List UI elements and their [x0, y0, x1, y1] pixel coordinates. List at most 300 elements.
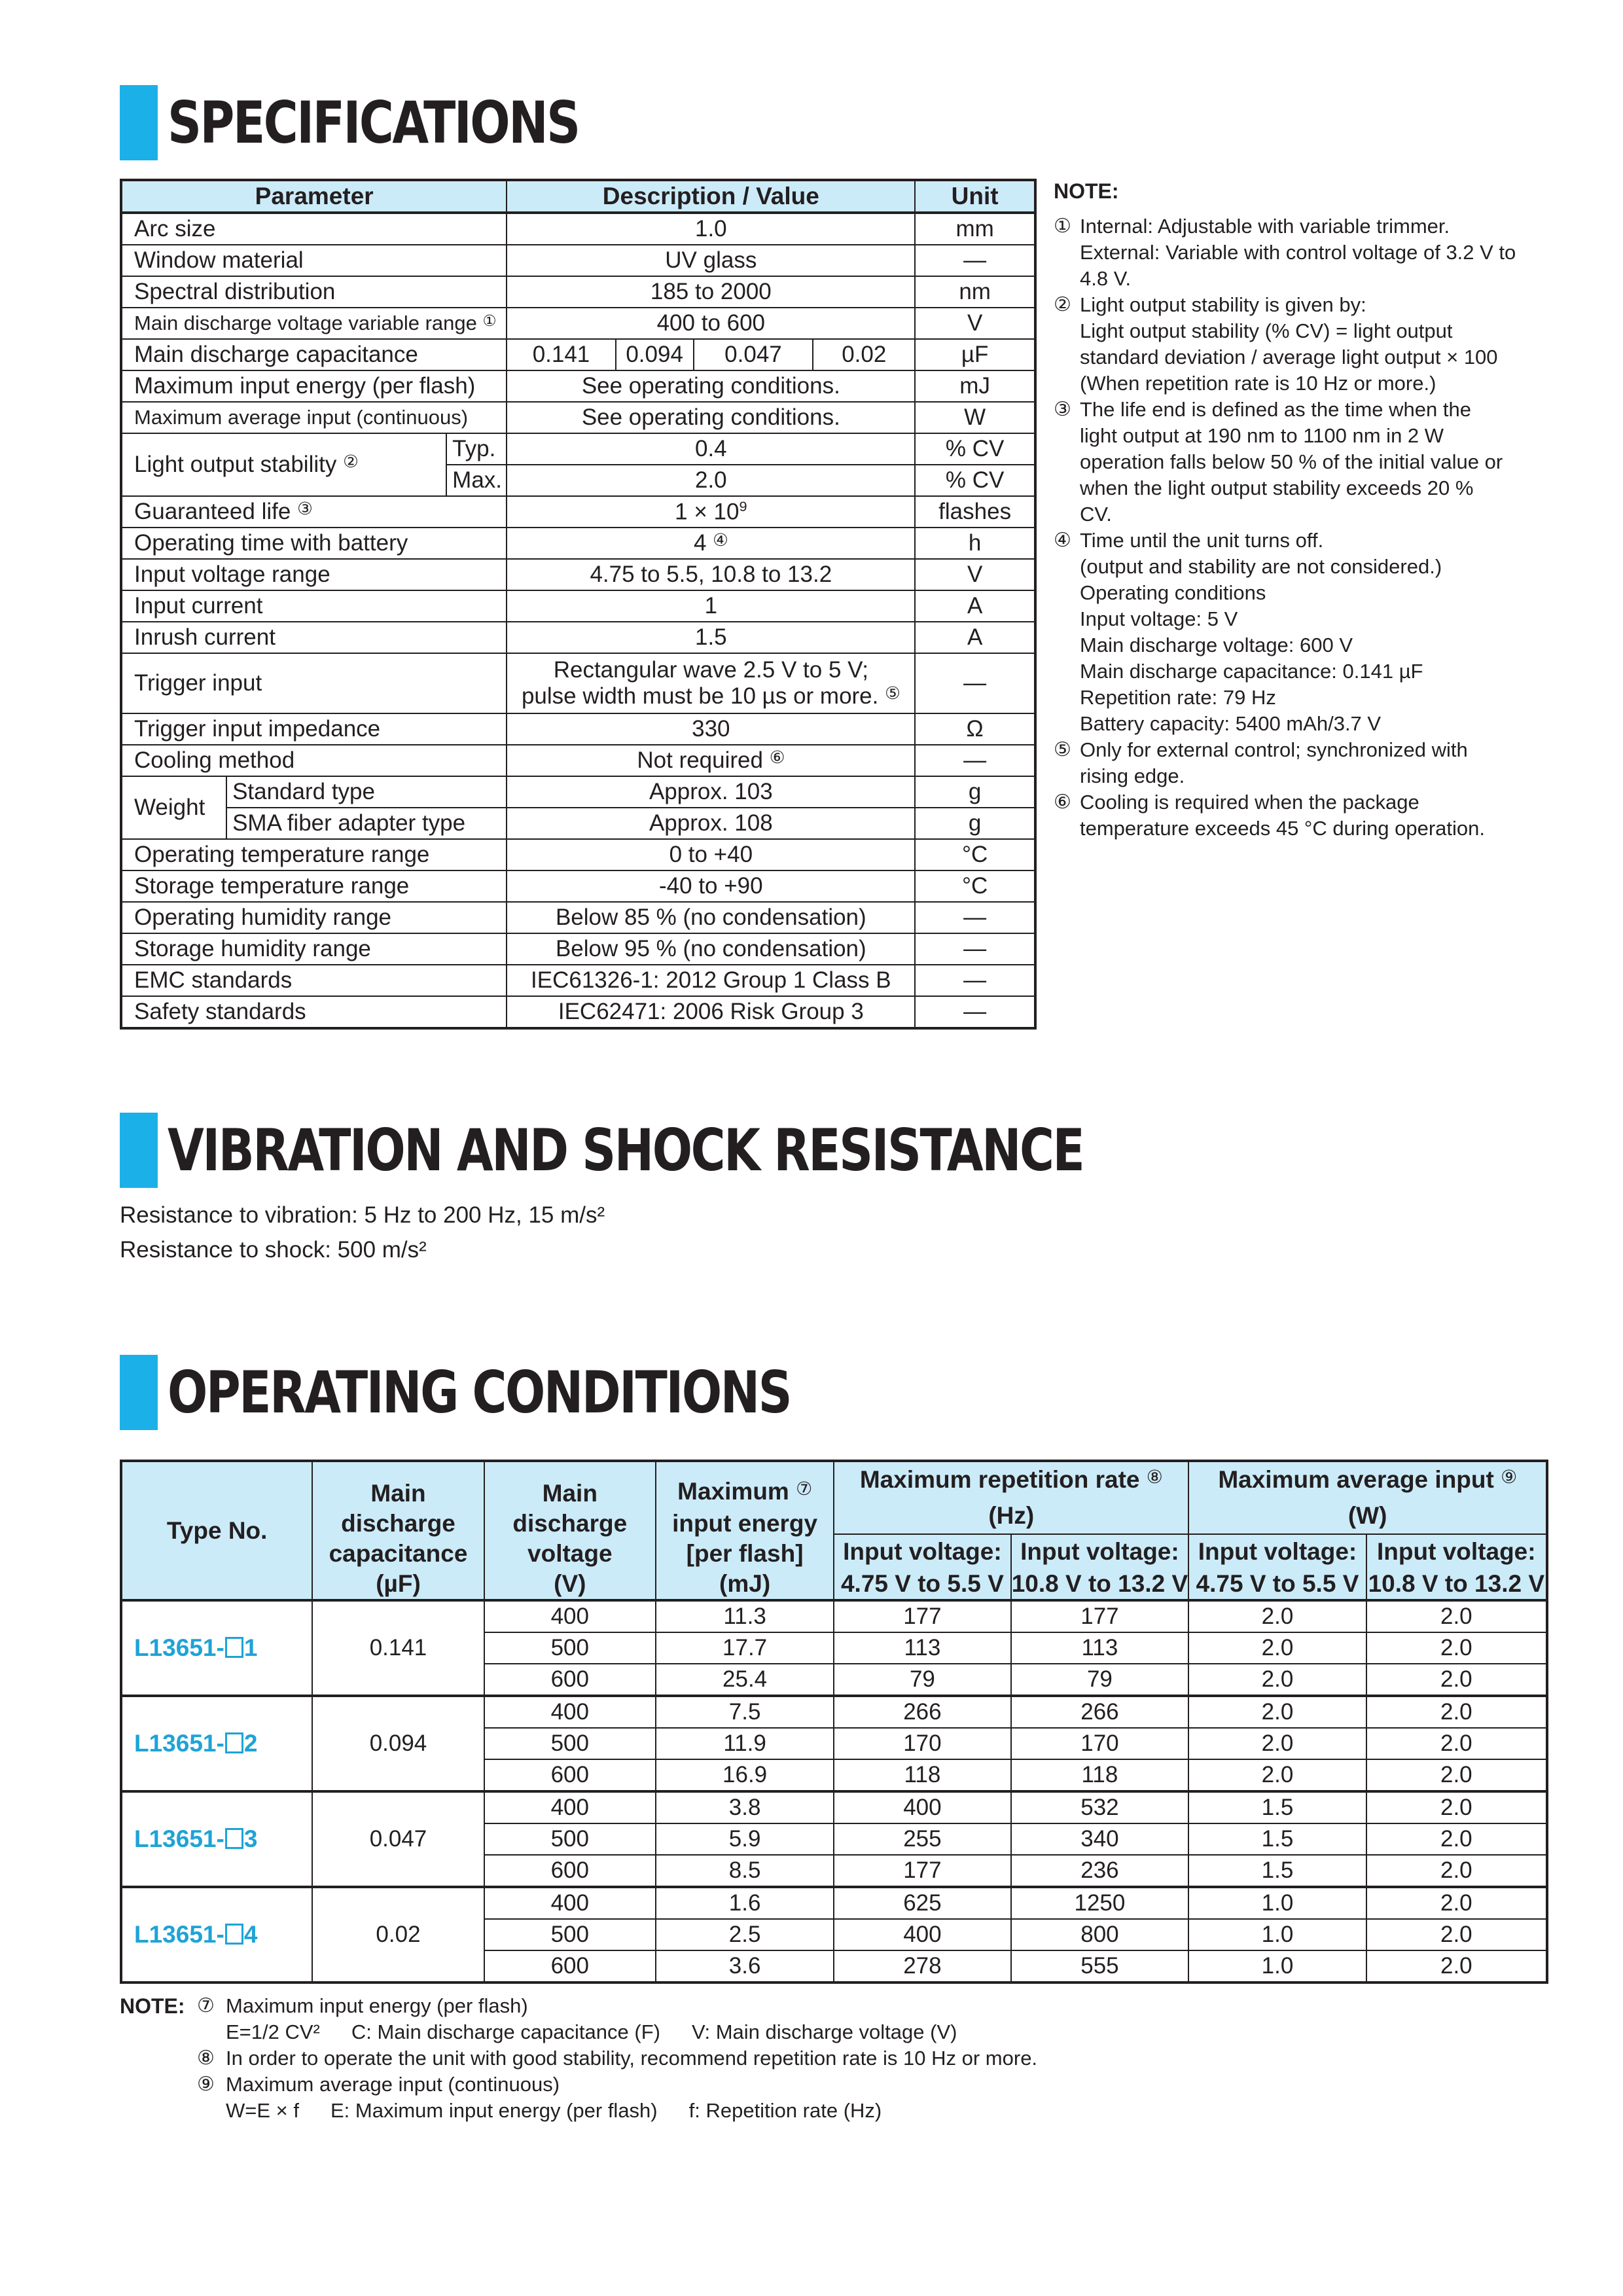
- value-cell-a1: 1.5: [1188, 1823, 1366, 1855]
- value-cell: [507, 496, 915, 528]
- notes-list: [1054, 213, 1551, 842]
- capacitance-cell: 0.094: [312, 1696, 484, 1791]
- note-line: Main discharge capacitance: 0.141 µF: [1080, 660, 1423, 683]
- note-item: [1054, 213, 1551, 292]
- value-cell-e: 11.9: [656, 1728, 834, 1759]
- value-cell-e: 3.8: [656, 1791, 834, 1823]
- param-cell: Storage temperature range: [121, 870, 507, 902]
- unit-cell: A: [915, 622, 1035, 653]
- value-cell-e: 3.6: [656, 1950, 834, 1982]
- header-line: discharge: [341, 1510, 455, 1537]
- table-row: [121, 1600, 1547, 1632]
- unit-cell: g: [915, 776, 1035, 808]
- note-line: light output at 190 nm to 1100 nm in 2 W: [1080, 424, 1444, 447]
- value-cell-a1: 1.5: [1188, 1855, 1366, 1887]
- note-number: ⑥: [1054, 791, 1071, 813]
- value-cell: Below 95 % (no condensation): [507, 933, 915, 965]
- note-line: temperature exceeds 45 °C during operation.: [1080, 817, 1485, 840]
- param-cell: Trigger input: [121, 653, 507, 713]
- value-cell-a2: 2.0: [1366, 1632, 1547, 1664]
- value-cell: 2.0: [507, 465, 915, 496]
- type-number: [121, 1696, 312, 1791]
- value-cell: 1: [507, 590, 915, 622]
- value-cell-a1: 2.0: [1188, 1728, 1366, 1759]
- note-ref: ②: [343, 452, 359, 472]
- param-cell: Maximum average input (continuous): [121, 402, 507, 433]
- param-label: Guaranteed life: [134, 498, 291, 524]
- param-cell: EMC standards: [121, 965, 507, 996]
- note-number: ⑦: [197, 1995, 215, 2017]
- value-cell: 0.094: [616, 339, 694, 370]
- table-row: [121, 965, 1035, 996]
- value-cell-r2: 800: [1011, 1919, 1189, 1950]
- note-line: Light output stability is given by:: [1080, 293, 1366, 316]
- header-text: Maximum repetition rate: [859, 1465, 1140, 1493]
- table-header-row: [121, 1569, 1547, 1600]
- note-text: Maximum average input (continuous): [226, 2073, 560, 2096]
- value-cell-a2: 2.0: [1366, 1855, 1547, 1887]
- header-line: Main: [542, 1480, 597, 1507]
- value-cell-v: 500: [484, 1728, 656, 1759]
- value-cell: [507, 653, 915, 713]
- value-cell-v: 500: [484, 1632, 656, 1664]
- sub-param-cell: Typ.: [446, 433, 507, 465]
- repetition-unit: (Hz): [834, 1499, 1188, 1534]
- value-cell-r2: 340: [1011, 1823, 1189, 1855]
- note-line: Operating conditions: [1080, 581, 1266, 604]
- value-cell: IEC61326-1: 2012 Group 1 Class B: [507, 965, 915, 996]
- type-number: [121, 1600, 312, 1696]
- capacitance-cell: 0.02: [312, 1887, 484, 1982]
- param-cell: Input voltage range: [121, 559, 507, 590]
- note-item: [1054, 528, 1551, 737]
- type-prefix: L13651-: [134, 1729, 224, 1757]
- column-header-repetition: [834, 1461, 1188, 1499]
- value-cell: 4.75 to 5.5, 10.8 to 13.2: [507, 559, 915, 590]
- unit-cell: mm: [915, 213, 1035, 245]
- value-cell: IEC62471: 2006 Risk Group 3: [507, 996, 915, 1028]
- placeholder-box-icon: [225, 1828, 243, 1849]
- note-line: rising edge.: [1080, 764, 1185, 787]
- value-text: Not required: [637, 747, 763, 773]
- table-row: [121, 808, 1035, 839]
- note-line: The life end is defined as the time when the: [1080, 398, 1471, 421]
- value-cell: 0.4: [507, 433, 915, 465]
- note-number: ④: [1054, 529, 1071, 551]
- type-prefix: L13651-: [134, 1920, 224, 1948]
- note-line: Input voltage: 5 V: [1080, 607, 1238, 630]
- value-cell-a2: 2.0: [1366, 1823, 1547, 1855]
- value-cell-a1: 1.0: [1188, 1950, 1366, 1982]
- value-cell-v: 600: [484, 1664, 656, 1696]
- value-cell-a2: 2.0: [1366, 1887, 1547, 1919]
- note-line: (output and stability are not considered.): [1080, 555, 1442, 578]
- value-cell: UV glass: [507, 245, 915, 276]
- capacitance-unit: (µF): [312, 1569, 484, 1600]
- unit-cell: —: [915, 996, 1035, 1028]
- type-suffix: 2: [243, 1729, 258, 1757]
- value-cell-r2: 113: [1011, 1632, 1189, 1664]
- note-item: [1054, 789, 1551, 842]
- note-line: Time until the unit turns off.: [1080, 529, 1324, 552]
- value-cell-r2: 170: [1011, 1728, 1189, 1759]
- table-row: [121, 559, 1035, 590]
- value-cell-a1: 2.0: [1188, 1600, 1366, 1632]
- note-row: [120, 2072, 1037, 2098]
- type-suffix: 3: [243, 1825, 258, 1852]
- input-voltage-range: 10.8 V to 13.2 V: [1366, 1569, 1547, 1600]
- value-line: Rectangular wave 2.5 V to 5 V;: [553, 656, 868, 683]
- note-ref: ⑤: [885, 683, 901, 704]
- param-label: Main discharge voltage variable range: [134, 312, 477, 335]
- param-label: Light output stability: [134, 451, 337, 477]
- note-number: ②: [1054, 294, 1071, 315]
- value-cell-v: 500: [484, 1919, 656, 1950]
- value-cell-r1: 79: [834, 1664, 1010, 1696]
- unit-cell: nm: [915, 276, 1035, 308]
- param-cell: [121, 308, 507, 339]
- value-cell: 0 to +40: [507, 839, 915, 870]
- value-cell: -40 to +90: [507, 870, 915, 902]
- note-line: Repetition rate: 79 Hz: [1080, 686, 1276, 709]
- value-cell-a2: 2.0: [1366, 1696, 1547, 1728]
- header-line: capacitance: [329, 1540, 468, 1567]
- unit-cell: °C: [915, 870, 1035, 902]
- value-cell-r1: 400: [834, 1919, 1010, 1950]
- accent-bar: [120, 85, 158, 160]
- table-row: [121, 213, 1035, 245]
- table-row: [121, 590, 1035, 622]
- note-ref: ④: [713, 530, 728, 550]
- header-line: [656, 1477, 833, 1509]
- formula: W=E × f: [226, 2099, 299, 2122]
- param-cell: Input current: [121, 590, 507, 622]
- note-ref: ⑧: [1146, 1466, 1163, 1487]
- table-header-row: [121, 180, 1035, 213]
- value-cell-a2: 2.0: [1366, 1728, 1547, 1759]
- note-formula: [120, 2019, 1037, 2045]
- header-line: discharge: [512, 1510, 628, 1537]
- value-cell-a2: 2.0: [1366, 1919, 1547, 1950]
- unit-cell: Ω: [915, 713, 1035, 745]
- param-cell: Window material: [121, 245, 507, 276]
- formula-term: f: Repetition rate (Hz): [688, 2099, 882, 2122]
- table-row: [121, 402, 1035, 433]
- specifications-table: [120, 179, 1037, 1030]
- value-cell: [507, 528, 915, 559]
- note-line: (When repetition rate is 10 Hz or more.): [1080, 372, 1436, 395]
- unit-cell: flashes: [915, 496, 1035, 528]
- notes-title: NOTE:: [120, 1994, 185, 2018]
- formula: E=1/2 CV²: [226, 2020, 320, 2043]
- table-row: [121, 308, 1035, 339]
- unit-cell: h: [915, 528, 1035, 559]
- table-row: [121, 339, 1035, 370]
- table-row: [121, 1791, 1547, 1823]
- value-cell: 0.047: [694, 339, 813, 370]
- section-title: OPERATING CONDITIONS: [168, 1359, 791, 1426]
- section-title: SPECIFICATIONS: [168, 89, 579, 156]
- note-row: [120, 1993, 1037, 2019]
- note-number: ⑨: [197, 2073, 215, 2095]
- value-text: 4: [693, 529, 707, 556]
- input-voltage-label: Input voltage:: [1011, 1534, 1189, 1570]
- note-body: [1080, 528, 1551, 737]
- note-number: ①: [1054, 215, 1071, 237]
- table-row: [121, 996, 1035, 1028]
- note-ref: ⑦: [796, 1479, 812, 1499]
- unit-cell: —: [915, 653, 1035, 713]
- value-cell-a2: 2.0: [1366, 1664, 1547, 1696]
- value-cell-a1: 2.0: [1188, 1632, 1366, 1664]
- value-cell-r1: 400: [834, 1791, 1010, 1823]
- value-cell-e: 25.4: [656, 1664, 834, 1696]
- column-header-voltage: [484, 1461, 656, 1569]
- param-cell: Spectral distribution: [121, 276, 507, 308]
- param-cell: [121, 433, 446, 496]
- value-cell-v: 600: [484, 1855, 656, 1887]
- unit-cell: µF: [915, 339, 1035, 370]
- value-cell-r2: 79: [1011, 1664, 1189, 1696]
- note-line: Main discharge voltage: 600 V: [1080, 634, 1353, 656]
- value-cell-a2: 2.0: [1366, 1950, 1547, 1982]
- table-row: [121, 276, 1035, 308]
- value-cell-e: 11.3: [656, 1600, 834, 1632]
- energy-unit: (mJ): [656, 1569, 834, 1600]
- value-cell-r2: 177: [1011, 1600, 1189, 1632]
- notes-title: NOTE:: [1054, 179, 1119, 203]
- table-row: [121, 870, 1035, 902]
- section-title: VIBRATION AND SHOCK RESISTANCE: [168, 1117, 1084, 1184]
- note-ref: ①: [482, 312, 497, 330]
- table-row: [121, 622, 1035, 653]
- note-body: [1080, 789, 1551, 842]
- table-row: [121, 653, 1035, 713]
- type-suffix: 1: [243, 1634, 258, 1661]
- unit-cell: —: [915, 902, 1035, 933]
- value-line: [507, 683, 914, 709]
- note-line: standard deviation / average light output × 100: [1080, 346, 1498, 368]
- column-header-energy: [656, 1461, 834, 1569]
- type-number: [121, 1887, 312, 1982]
- value-cell: 1.0: [507, 213, 915, 245]
- header-line: input energy: [672, 1510, 818, 1537]
- value-cell-a1: 1.5: [1188, 1791, 1366, 1823]
- param-cell: Maximum input energy (per flash): [121, 370, 507, 402]
- value-cell: [507, 745, 915, 776]
- note-line: External: Variable with control voltage of 3.2 V to: [1080, 241, 1516, 264]
- note-line: operation falls below 50 % of the initial value or: [1080, 450, 1503, 473]
- value-cell-r1: 266: [834, 1696, 1010, 1728]
- value-cell-r1: 170: [834, 1728, 1010, 1759]
- note-formula: [120, 2098, 1037, 2124]
- vibration-resistance-text: Resistance to vibration: 5 Hz to 200 Hz, 15 m/s²: [120, 1202, 605, 1228]
- value-cell-r2: 266: [1011, 1696, 1189, 1728]
- column-header-type: Type No.: [121, 1461, 312, 1600]
- note-line: 4.8 V.: [1080, 267, 1132, 290]
- placeholder-box-icon: [225, 1637, 243, 1658]
- capacitance-cell: 0.141: [312, 1600, 484, 1696]
- value-cell-r2: 236: [1011, 1855, 1189, 1887]
- unit-cell: —: [915, 933, 1035, 965]
- accent-bar: [120, 1113, 158, 1188]
- formula-term: V: Main discharge voltage (V): [691, 2020, 957, 2043]
- value-cell: 400 to 600: [507, 308, 915, 339]
- unit-cell: % CV: [915, 465, 1035, 496]
- param-cell: Weight: [121, 776, 226, 839]
- type-prefix: L13651-: [134, 1825, 224, 1852]
- exponent: 9: [739, 497, 747, 514]
- note-item: [1054, 737, 1551, 789]
- param-cell: Storage humidity range: [121, 933, 507, 965]
- param-cell: Cooling method: [121, 745, 507, 776]
- input-voltage-range: 4.75 V to 5.5 V: [1188, 1569, 1366, 1600]
- value-cell-a1: 2.0: [1188, 1696, 1366, 1728]
- table-row: [121, 776, 1035, 808]
- value-cell-a1: 2.0: [1188, 1759, 1366, 1791]
- unit-cell: —: [915, 245, 1035, 276]
- note-ref: ③: [297, 499, 313, 519]
- unit-cell: V: [915, 308, 1035, 339]
- unit-cell: W: [915, 402, 1035, 433]
- value-cell-v: 600: [484, 1759, 656, 1791]
- note-line: Cooling is required when the package: [1080, 791, 1419, 814]
- note-item: [1054, 397, 1551, 528]
- value-cell-e: 5.9: [656, 1823, 834, 1855]
- param-cell: [121, 496, 507, 528]
- input-voltage-label: Input voltage:: [1188, 1534, 1366, 1570]
- note-body: [1080, 292, 1551, 397]
- value-cell-v: 400: [484, 1887, 656, 1919]
- input-voltage-label: Input voltage:: [1366, 1534, 1547, 1570]
- note-line: CV.: [1080, 503, 1112, 526]
- note-ref: ⑥: [769, 747, 785, 768]
- note-number: ⑤: [1054, 739, 1071, 761]
- value-cell-r1: 625: [834, 1887, 1010, 1919]
- unit-cell: mJ: [915, 370, 1035, 402]
- input-voltage-range: 10.8 V to 13.2 V: [1011, 1569, 1189, 1600]
- column-header-average-input: [1188, 1461, 1547, 1499]
- value-cell: See operating conditions.: [507, 370, 915, 402]
- note-line: Light output stability (% CV) = light output: [1080, 319, 1453, 342]
- param-cell: Safety standards: [121, 996, 507, 1028]
- header-text: Maximum: [677, 1478, 789, 1505]
- average-input-unit: (W): [1188, 1499, 1547, 1534]
- value-cell-a2: 2.0: [1366, 1759, 1547, 1791]
- note-line: Only for external control; synchronized with: [1080, 738, 1468, 761]
- value-cell-r2: 118: [1011, 1759, 1189, 1791]
- unit-cell: A: [915, 590, 1035, 622]
- unit-cell: —: [915, 965, 1035, 996]
- table-row: [121, 713, 1035, 745]
- value-cell-a2: 2.0: [1366, 1600, 1547, 1632]
- table-header-row: [121, 1461, 1547, 1499]
- table-row: [121, 1887, 1547, 1919]
- value-cell-r2: 532: [1011, 1791, 1189, 1823]
- value-cell-e: 1.6: [656, 1887, 834, 1919]
- formula-term: E: Maximum input energy (per flash): [330, 2099, 658, 2122]
- note-body: [1080, 213, 1551, 292]
- value-text: 1 × 10: [675, 499, 740, 525]
- note-line: when the light output stability exceeds 20 %: [1080, 476, 1474, 499]
- value-cell-r2: 1250: [1011, 1887, 1189, 1919]
- table-row: [121, 245, 1035, 276]
- placeholder-box-icon: [225, 1732, 243, 1753]
- note-text: In order to operate the unit with good stability, recommend repetition rate is 10 Hz or more.: [226, 2047, 1038, 2070]
- header-text: Maximum average input: [1218, 1465, 1494, 1493]
- value-cell-r1: 177: [834, 1600, 1010, 1632]
- value-cell-a1: 1.0: [1188, 1919, 1366, 1950]
- table-row: [121, 933, 1035, 965]
- type-number: [121, 1791, 312, 1887]
- value-cell: 0.02: [813, 339, 915, 370]
- value-cell: Below 85 % (no condensation): [507, 902, 915, 933]
- value-cell: 330: [507, 713, 915, 745]
- column-header-unit: Unit: [915, 180, 1035, 213]
- type-suffix: 4: [243, 1920, 258, 1948]
- value-cell-r1: 118: [834, 1759, 1010, 1791]
- value-cell-v: 400: [484, 1600, 656, 1632]
- table-row: [121, 528, 1035, 559]
- value-cell: 185 to 2000: [507, 276, 915, 308]
- placeholder-box-icon: [225, 1924, 243, 1945]
- value-cell-e: 8.5: [656, 1855, 834, 1887]
- value-cell-r1: 177: [834, 1855, 1010, 1887]
- unit-cell: % CV: [915, 433, 1035, 465]
- note-number: ⑧: [197, 2047, 215, 2069]
- spec-notes: [1054, 178, 1551, 842]
- param-cell: Operating temperature range: [121, 839, 507, 870]
- table-row: [121, 433, 1035, 465]
- param-cell: Main discharge capacitance: [121, 339, 507, 370]
- table-row: [121, 1696, 1547, 1728]
- value-cell: 1.5: [507, 622, 915, 653]
- unit-cell: —: [915, 745, 1035, 776]
- shock-resistance-text: Resistance to shock: 500 m/s²: [120, 1237, 427, 1263]
- param-cell: Inrush current: [121, 622, 507, 653]
- type-prefix: L13651-: [134, 1634, 224, 1661]
- value-cell: See operating conditions.: [507, 402, 915, 433]
- value-cell-r2: 555: [1011, 1950, 1189, 1982]
- table-row: [121, 496, 1035, 528]
- param-cell: Operating time with battery: [121, 528, 507, 559]
- voltage-unit: (V): [484, 1569, 656, 1600]
- param-cell: Operating humidity range: [121, 902, 507, 933]
- note-body: [1080, 397, 1551, 528]
- value-cell-e: 7.5: [656, 1696, 834, 1728]
- operating-conditions-body: [121, 1600, 1547, 1982]
- note-text: Maximum input energy (per flash): [226, 1994, 528, 2017]
- value-cell-v: 400: [484, 1791, 656, 1823]
- value-cell-r1: 278: [834, 1950, 1010, 1982]
- column-header-capacitance: [312, 1461, 484, 1569]
- sub-param-cell: SMA fiber adapter type: [226, 808, 507, 839]
- value-cell-e: 17.7: [656, 1632, 834, 1664]
- param-cell: Trigger input impedance: [121, 713, 507, 745]
- formula-term: C: Main discharge capacitance (F): [351, 2020, 660, 2043]
- value-cell: 0.141: [507, 339, 615, 370]
- value-cell: Approx. 103: [507, 776, 915, 808]
- note-line: Internal: Adjustable with variable trimmer.: [1080, 215, 1450, 238]
- value-cell-e: 2.5: [656, 1919, 834, 1950]
- capacitance-cell: 0.047: [312, 1791, 484, 1887]
- header-line: Main: [370, 1480, 426, 1507]
- table-row: [121, 370, 1035, 402]
- operating-conditions-table: [120, 1460, 1548, 1984]
- param-cell: Arc size: [121, 213, 507, 245]
- value-cell-r1: 255: [834, 1823, 1010, 1855]
- column-header-parameter: Parameter: [121, 180, 507, 213]
